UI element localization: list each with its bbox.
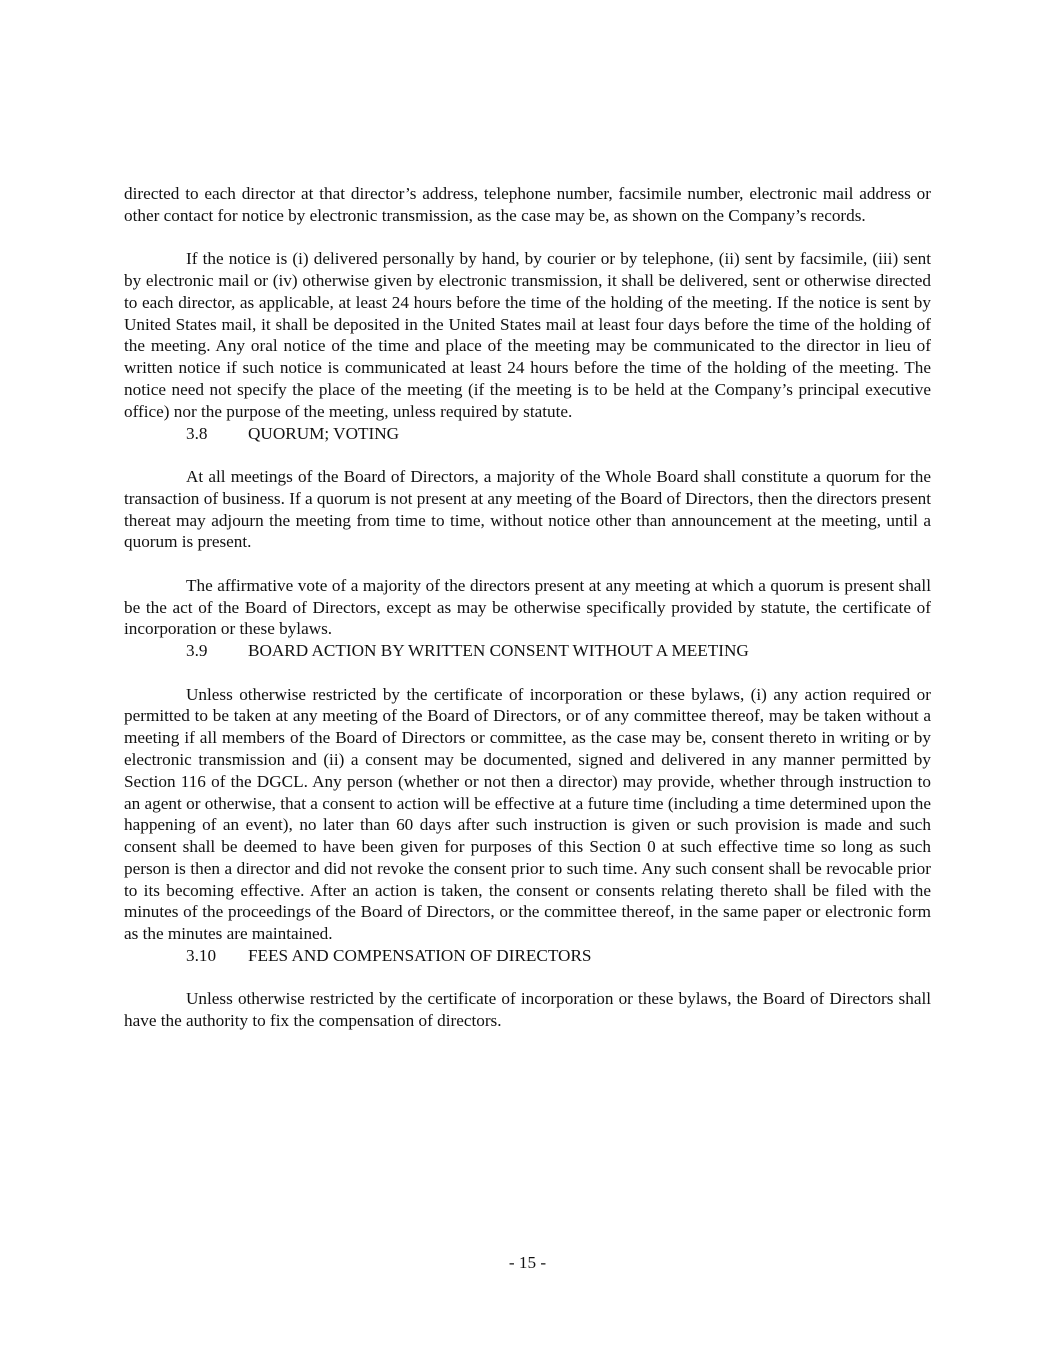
section-heading-3-8 bbox=[124, 423, 931, 445]
section-title: FEES AND COMPENSATION OF DIRECTORS bbox=[248, 946, 592, 966]
quorum-paragraph: At all meetings of the Board of Directors, a majority of the Whole Board shall constitute a quorum for the transaction of business. If a quorum is not present at any meeting of the Board of Directors, then the directors present thereat may adjourn the meeting from time to time, without notice other than announcement at the meeting, until a quorum is present. bbox=[124, 466, 931, 552]
compensation-paragraph: Unless otherwise restricted by the certificate of incorporation or these bylaws, the Board of Directors shall have the authority to fix the compensation of directors. bbox=[124, 989, 931, 1031]
section-number: 3.9 bbox=[186, 641, 208, 661]
section-number: 3.8 bbox=[186, 423, 208, 443]
page-number: - 15 - bbox=[508, 1253, 547, 1272]
continuation-paragraph: directed to each director at that director’s address, telephone number, facsimile number, electronic mail address or other contact for notice by electronic transmission, as the case may be, as shown on the Company’s records. bbox=[124, 184, 931, 225]
document-page bbox=[124, 183, 931, 1032]
section-title: QUORUM; VOTING bbox=[248, 423, 400, 443]
section-heading-3-9 bbox=[124, 640, 931, 662]
section-heading-3-10 bbox=[124, 945, 931, 967]
section-title: BOARD ACTION BY WRITTEN CONSENT WITHOUT A MEETING bbox=[248, 641, 749, 661]
voting-paragraph: The affirmative vote of a majority of the directors present at any meeting at which a quorum is present shall be the act of the Board of Directors, except as may be otherwise specifically provided by statute, the certificate of incorporation or these bylaws. bbox=[124, 575, 931, 639]
notice-paragraph: If the notice is (i) delivered personally by hand, by courier or by telephone, (ii) sent by facsimile, (iii) sent by electronic mail or (iv) otherwise given by electronic transmission, it shall be delivered, sent or otherwise directed to each director, as applicable, at least 24 hours before the time of the holding of the meeting. If the notice is sent by United States mail, it shall be deposited in the United States mail at least four days before the time of the holding of the meeting. Any oral notice of the time and place of the meeting may be communicated to the director in lieu of written notice if such notice is communicated at least 24 hours before the time of the holding of the meeting. The notice need not specify the place of the meeting (if the meeting is to be held at the Company’s principal executive office) nor the purpose of the meeting, unless required by statute. bbox=[124, 249, 931, 421]
written-consent-paragraph: Unless otherwise restricted by the certificate of incorporation or these bylaws, (i) any action required or permitted to be taken at any meeting of the Board of Directors, or of any committee thereof, may be taken without a meeting if all members of the Board of Directors or committee, as the case may be, consent thereto in writing or by electronic transmission and (ii) a consent may be documented, signed and delivered in any manner permitted by Section 116 of the DGCL. Any person (whether or not then a director) may provide, whether through instruction to an agent or otherwise, that a consent to action will be effective at a future time (including a time determined upon the happening of an event), no later than 60 days after such instruction is given or such provision is made and such consent shall be deemed to have been given for purposes of this Section 0 at such effective time so long as such person is then a director and did not revoke the consent prior to such time. Any such consent shall be revocable prior to its becoming effective. After an action is taken, the consent or consents relating thereto shall be filed with the minutes of the proceedings of the Board of Directors, or the committee thereof, in the same paper or electronic form as the minutes are maintained. bbox=[124, 684, 931, 944]
section-number: 3.10 bbox=[186, 946, 217, 966]
